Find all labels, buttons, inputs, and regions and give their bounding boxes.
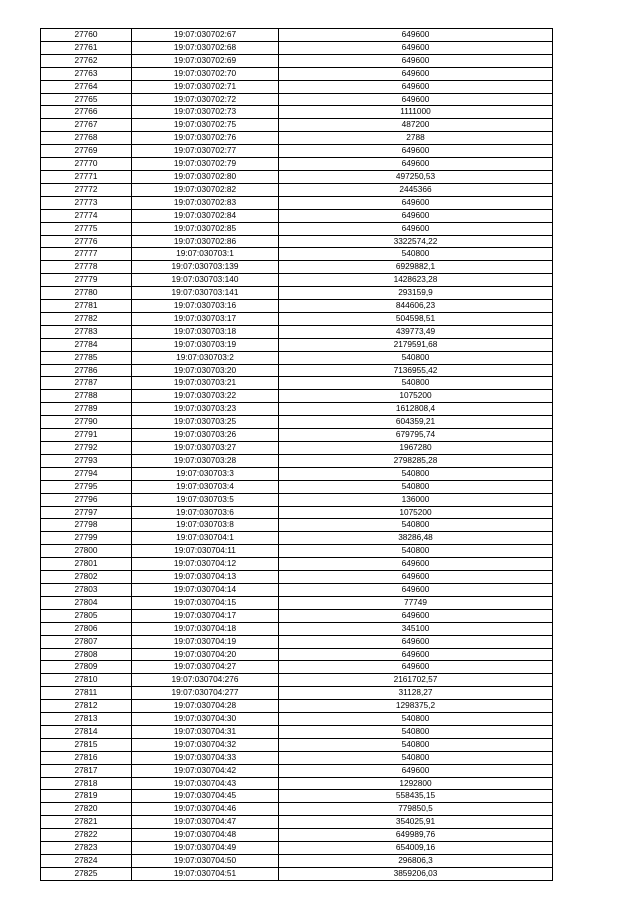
table-row [41, 842, 553, 855]
row-number-cell: 27821 [41, 816, 132, 829]
row-number-cell: 27817 [41, 764, 132, 777]
row-number-cell: 27811 [41, 687, 132, 700]
value-cell: 654009,16 [279, 842, 553, 855]
value-cell: 77749 [279, 596, 553, 609]
cadastral-number-cell: 19:07:030703:28 [132, 454, 279, 467]
table-row [41, 274, 553, 287]
table-row [41, 493, 553, 506]
row-number-cell: 27799 [41, 532, 132, 545]
table-row [41, 648, 553, 661]
table-row [41, 80, 553, 93]
table-row [41, 351, 553, 364]
cadastral-number-cell: 19:07:030703:141 [132, 287, 279, 300]
row-number-cell: 27798 [41, 519, 132, 532]
table-row [41, 674, 553, 687]
table-row [41, 287, 553, 300]
cadastral-number-cell: 19:07:030704:51 [132, 867, 279, 880]
value-cell: 31128,27 [279, 687, 553, 700]
value-cell: 2798285,28 [279, 454, 553, 467]
cadastral-number-cell: 19:07:030704:20 [132, 648, 279, 661]
row-number-cell: 27775 [41, 222, 132, 235]
value-cell: 2161702,57 [279, 674, 553, 687]
table-row [41, 454, 553, 467]
value-cell: 649600 [279, 54, 553, 67]
value-cell: 679795,74 [279, 429, 553, 442]
cadastral-number-cell: 19:07:030702:67 [132, 29, 279, 42]
value-cell: 649600 [279, 145, 553, 158]
row-number-cell: 27795 [41, 480, 132, 493]
row-number-cell: 27773 [41, 196, 132, 209]
row-number-cell: 27805 [41, 609, 132, 622]
cadastral-number-cell: 19:07:030704:49 [132, 842, 279, 855]
cadastral-number-cell: 19:07:030704:50 [132, 855, 279, 868]
row-number-cell: 27788 [41, 390, 132, 403]
value-cell: 649600 [279, 41, 553, 54]
cadastral-number-cell: 19:07:030702:73 [132, 106, 279, 119]
table-row [41, 519, 553, 532]
cadastral-number-cell: 19:07:030704:12 [132, 558, 279, 571]
table-row [41, 54, 553, 67]
value-cell: 487200 [279, 119, 553, 132]
table-row [41, 635, 553, 648]
cadastral-number-cell: 19:07:030702:82 [132, 183, 279, 196]
cadastral-number-cell: 19:07:030702:75 [132, 119, 279, 132]
table-row [41, 596, 553, 609]
cadastral-number-cell: 19:07:030703:18 [132, 325, 279, 338]
row-number-cell: 27818 [41, 777, 132, 790]
row-number-cell: 27792 [41, 442, 132, 455]
cadastral-number-cell: 19:07:030704:277 [132, 687, 279, 700]
table-row [41, 738, 553, 751]
table-row [41, 29, 553, 42]
row-number-cell: 27768 [41, 132, 132, 145]
cadastral-number-cell: 19:07:030704:1 [132, 532, 279, 545]
value-cell: 540800 [279, 751, 553, 764]
table-row [41, 403, 553, 416]
row-number-cell: 27770 [41, 158, 132, 171]
table-row [41, 661, 553, 674]
value-cell: 540800 [279, 377, 553, 390]
value-cell: 649600 [279, 661, 553, 674]
table-row [41, 867, 553, 880]
value-cell: 3859206,03 [279, 867, 553, 880]
cadastral-number-cell: 19:07:030704:42 [132, 764, 279, 777]
table-row [41, 609, 553, 622]
cadastral-number-cell: 19:07:030703:6 [132, 506, 279, 519]
value-cell: 649600 [279, 635, 553, 648]
cadastral-number-cell: 19:07:030703:1 [132, 248, 279, 261]
cadastral-number-cell: 19:07:030702:84 [132, 209, 279, 222]
table-row [41, 571, 553, 584]
table-row [41, 480, 553, 493]
cadastral-number-cell: 19:07:030703:4 [132, 480, 279, 493]
row-number-cell: 27823 [41, 842, 132, 855]
value-cell: 540800 [279, 713, 553, 726]
table-row [41, 106, 553, 119]
value-cell: 6929882,1 [279, 261, 553, 274]
value-cell: 649600 [279, 158, 553, 171]
cadastral-number-cell: 19:07:030704:48 [132, 829, 279, 842]
row-number-cell: 27772 [41, 183, 132, 196]
row-number-cell: 27766 [41, 106, 132, 119]
row-number-cell: 27802 [41, 571, 132, 584]
value-cell: 649989,76 [279, 829, 553, 842]
row-number-cell: 27804 [41, 596, 132, 609]
row-number-cell: 27814 [41, 725, 132, 738]
row-number-cell: 27789 [41, 403, 132, 416]
table-row [41, 158, 553, 171]
value-cell: 439773,49 [279, 325, 553, 338]
table-row [41, 532, 553, 545]
value-cell: 1075200 [279, 506, 553, 519]
value-cell: 2179591,68 [279, 338, 553, 351]
cadastral-number-cell: 19:07:030703:8 [132, 519, 279, 532]
value-cell: 844606,23 [279, 300, 553, 313]
table-row [41, 442, 553, 455]
cadastral-number-cell: 19:07:030702:79 [132, 158, 279, 171]
cadastral-number-cell: 19:07:030704:28 [132, 700, 279, 713]
table-row [41, 119, 553, 132]
table-row [41, 312, 553, 325]
value-cell: 540800 [279, 467, 553, 480]
value-cell: 3322574,22 [279, 235, 553, 248]
row-number-cell: 27820 [41, 803, 132, 816]
table-row [41, 816, 553, 829]
row-number-cell: 27825 [41, 867, 132, 880]
cadastral-number-cell: 19:07:030704:30 [132, 713, 279, 726]
cadastral-number-cell: 19:07:030703:5 [132, 493, 279, 506]
cadastral-number-cell: 19:07:030702:71 [132, 80, 279, 93]
row-number-cell: 27824 [41, 855, 132, 868]
value-cell: 649600 [279, 764, 553, 777]
table-row [41, 751, 553, 764]
row-number-cell: 27779 [41, 274, 132, 287]
cadastral-number-cell: 19:07:030704:276 [132, 674, 279, 687]
value-cell: 649600 [279, 222, 553, 235]
value-cell: 136000 [279, 493, 553, 506]
value-cell: 2788 [279, 132, 553, 145]
table-body [41, 29, 553, 881]
value-cell: 354025,91 [279, 816, 553, 829]
row-number-cell: 27782 [41, 312, 132, 325]
table-row [41, 855, 553, 868]
cadastral-number-cell: 19:07:030703:3 [132, 467, 279, 480]
cadastral-number-cell: 19:07:030704:32 [132, 738, 279, 751]
value-cell: 540800 [279, 725, 553, 738]
row-number-cell: 27800 [41, 545, 132, 558]
cadastral-number-cell: 19:07:030702:80 [132, 170, 279, 183]
cadastral-number-cell: 19:07:030702:72 [132, 93, 279, 106]
row-number-cell: 27763 [41, 67, 132, 80]
cadastral-number-cell: 19:07:030703:21 [132, 377, 279, 390]
cadastral-number-cell: 19:07:030704:47 [132, 816, 279, 829]
value-cell: 540800 [279, 351, 553, 364]
row-number-cell: 27781 [41, 300, 132, 313]
value-cell: 779850,5 [279, 803, 553, 816]
table-row [41, 506, 553, 519]
value-cell: 540800 [279, 248, 553, 261]
table-row [41, 325, 553, 338]
table-row [41, 467, 553, 480]
value-cell: 504598,51 [279, 312, 553, 325]
table-row [41, 248, 553, 261]
value-cell: 345100 [279, 622, 553, 635]
value-cell: 649600 [279, 80, 553, 93]
row-number-cell: 27812 [41, 700, 132, 713]
row-number-cell: 27778 [41, 261, 132, 274]
table-row [41, 93, 553, 106]
table-row [41, 829, 553, 842]
table-row [41, 429, 553, 442]
row-number-cell: 27808 [41, 648, 132, 661]
cadastral-number-cell: 19:07:030703:19 [132, 338, 279, 351]
cadastral-number-cell: 19:07:030704:27 [132, 661, 279, 674]
table-row [41, 777, 553, 790]
table-row [41, 725, 553, 738]
cadastral-number-cell: 19:07:030702:70 [132, 67, 279, 80]
table-row [41, 558, 553, 571]
value-cell: 649600 [279, 209, 553, 222]
value-cell: 1428623,28 [279, 274, 553, 287]
cadastral-number-cell: 19:07:030704:31 [132, 725, 279, 738]
cadastral-number-cell: 19:07:030702:77 [132, 145, 279, 158]
row-number-cell: 27793 [41, 454, 132, 467]
value-cell: 7136955,42 [279, 364, 553, 377]
cadastral-number-cell: 19:07:030703:25 [132, 416, 279, 429]
table-row [41, 364, 553, 377]
cadastral-number-cell: 19:07:030702:85 [132, 222, 279, 235]
row-number-cell: 27813 [41, 713, 132, 726]
table-row [41, 183, 553, 196]
value-cell: 1075200 [279, 390, 553, 403]
row-number-cell: 27809 [41, 661, 132, 674]
cadastral-number-cell: 19:07:030704:14 [132, 583, 279, 596]
value-cell: 1111000 [279, 106, 553, 119]
table-row [41, 377, 553, 390]
cadastral-number-cell: 19:07:030704:19 [132, 635, 279, 648]
row-number-cell: 27760 [41, 29, 132, 42]
row-number-cell: 27797 [41, 506, 132, 519]
cadastral-number-cell: 19:07:030703:27 [132, 442, 279, 455]
table-row [41, 545, 553, 558]
value-cell: 293159,9 [279, 287, 553, 300]
value-cell: 1967280 [279, 442, 553, 455]
row-number-cell: 27776 [41, 235, 132, 248]
value-cell: 649600 [279, 29, 553, 42]
row-number-cell: 27774 [41, 209, 132, 222]
table-row [41, 41, 553, 54]
table-row [41, 209, 553, 222]
row-number-cell: 27765 [41, 93, 132, 106]
cadastral-number-cell: 19:07:030702:69 [132, 54, 279, 67]
row-number-cell: 27790 [41, 416, 132, 429]
row-number-cell: 27762 [41, 54, 132, 67]
row-number-cell: 27801 [41, 558, 132, 571]
row-number-cell: 27784 [41, 338, 132, 351]
table-row [41, 583, 553, 596]
table-row [41, 790, 553, 803]
table-row [41, 170, 553, 183]
value-cell: 604359,21 [279, 416, 553, 429]
row-number-cell: 27794 [41, 467, 132, 480]
cadastral-number-cell: 19:07:030703:23 [132, 403, 279, 416]
cadastral-number-cell: 19:07:030702:68 [132, 41, 279, 54]
value-cell: 558435,15 [279, 790, 553, 803]
cadastral-number-cell: 19:07:030704:43 [132, 777, 279, 790]
cadastral-number-cell: 19:07:030703:17 [132, 312, 279, 325]
row-number-cell: 27796 [41, 493, 132, 506]
value-cell: 540800 [279, 519, 553, 532]
row-number-cell: 27822 [41, 829, 132, 842]
cadastral-number-cell: 19:07:030704:45 [132, 790, 279, 803]
cadastral-number-cell: 19:07:030703:140 [132, 274, 279, 287]
value-cell: 296806,3 [279, 855, 553, 868]
row-number-cell: 27777 [41, 248, 132, 261]
cadastral-number-cell: 19:07:030704:46 [132, 803, 279, 816]
row-number-cell: 27771 [41, 170, 132, 183]
table-row [41, 132, 553, 145]
row-number-cell: 27785 [41, 351, 132, 364]
table-row [41, 300, 553, 313]
table-row [41, 222, 553, 235]
value-cell: 649600 [279, 67, 553, 80]
table-row [41, 196, 553, 209]
cadastral-number-cell: 19:07:030702:76 [132, 132, 279, 145]
value-cell: 540800 [279, 480, 553, 493]
table-row [41, 67, 553, 80]
cadastral-number-cell: 19:07:030704:11 [132, 545, 279, 558]
table-row [41, 700, 553, 713]
table-row [41, 687, 553, 700]
cadastral-number-cell: 19:07:030703:26 [132, 429, 279, 442]
value-cell: 649600 [279, 196, 553, 209]
value-cell: 540800 [279, 545, 553, 558]
row-number-cell: 27791 [41, 429, 132, 442]
table-row [41, 622, 553, 635]
row-number-cell: 27807 [41, 635, 132, 648]
table-row [41, 764, 553, 777]
cadastral-number-cell: 19:07:030704:17 [132, 609, 279, 622]
row-number-cell: 27780 [41, 287, 132, 300]
row-number-cell: 27761 [41, 41, 132, 54]
row-number-cell: 27810 [41, 674, 132, 687]
cadastral-number-cell: 19:07:030704:33 [132, 751, 279, 764]
value-cell: 649600 [279, 558, 553, 571]
row-number-cell: 27819 [41, 790, 132, 803]
cadastral-number-cell: 19:07:030704:13 [132, 571, 279, 584]
table-row [41, 338, 553, 351]
cadastral-number-cell: 19:07:030702:83 [132, 196, 279, 209]
value-cell: 649600 [279, 609, 553, 622]
row-number-cell: 27816 [41, 751, 132, 764]
value-cell: 649600 [279, 93, 553, 106]
row-number-cell: 27787 [41, 377, 132, 390]
cadastral-number-cell: 19:07:030702:86 [132, 235, 279, 248]
value-cell: 649600 [279, 571, 553, 584]
row-number-cell: 27803 [41, 583, 132, 596]
value-cell: 2445366 [279, 183, 553, 196]
row-number-cell: 27806 [41, 622, 132, 635]
cadastral-number-cell: 19:07:030703:16 [132, 300, 279, 313]
row-number-cell: 27786 [41, 364, 132, 377]
table-row [41, 145, 553, 158]
value-cell: 1612808,4 [279, 403, 553, 416]
value-cell: 649600 [279, 583, 553, 596]
value-cell: 38286,48 [279, 532, 553, 545]
cadastral-number-cell: 19:07:030703:2 [132, 351, 279, 364]
table-row [41, 416, 553, 429]
value-cell: 540800 [279, 738, 553, 751]
cadastral-number-cell: 19:07:030703:139 [132, 261, 279, 274]
table-row [41, 261, 553, 274]
table-row [41, 390, 553, 403]
row-number-cell: 27767 [41, 119, 132, 132]
cadastral-number-cell: 19:07:030703:20 [132, 364, 279, 377]
cadastral-number-cell: 19:07:030703:22 [132, 390, 279, 403]
cadastral-value-table [40, 28, 553, 881]
row-number-cell: 27769 [41, 145, 132, 158]
table-row [41, 235, 553, 248]
cadastral-number-cell: 19:07:030704:18 [132, 622, 279, 635]
row-number-cell: 27815 [41, 738, 132, 751]
value-cell: 1292800 [279, 777, 553, 790]
value-cell: 649600 [279, 648, 553, 661]
table-row [41, 713, 553, 726]
row-number-cell: 27764 [41, 80, 132, 93]
cadastral-number-cell: 19:07:030704:15 [132, 596, 279, 609]
value-cell: 1298375,2 [279, 700, 553, 713]
row-number-cell: 27783 [41, 325, 132, 338]
table-row [41, 803, 553, 816]
value-cell: 497250,53 [279, 170, 553, 183]
